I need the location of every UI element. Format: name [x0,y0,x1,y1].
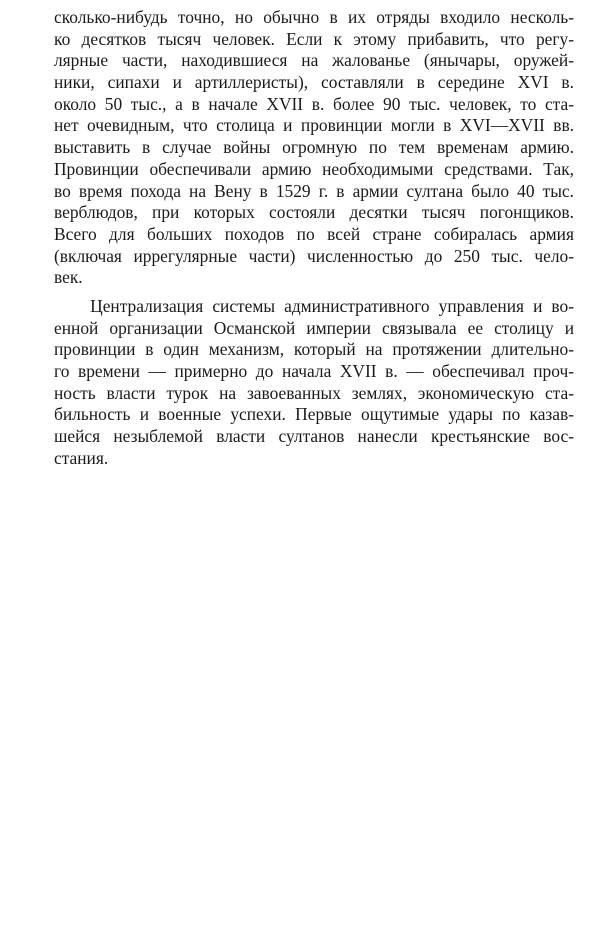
text-line: верблюдов, при которых состояли десятки тысяч погонщиков. [54,202,574,223]
text-line: лярные части, находившиеся на жалованье (янычары, оружей- [54,50,574,71]
paragraph [54,7,574,289]
text-line: (включая иррегулярные части) численностью до 250 тыс. чело- [54,245,574,266]
text-line: Всего для больших походов по всей стране собиралась армия [54,223,574,244]
text-line: век. [54,267,83,288]
text-line: енной организации Османской империи связывала ее столицу и [54,317,574,338]
text-line: около 50 тыс., а в начале XVII в. более 90 тыс. человек, то ста- [54,93,574,114]
text-line: ники, сипахи и артиллеристы), составляли в середине XVI в. [54,72,574,93]
text-line: бильность и военные успехи. Первые ощутимые удары по казав- [54,404,574,425]
text-line: ко десятков тысяч человек. Если к этому прибавить, что регу- [54,28,574,49]
text-line: Провинции обеспечивали армию необходимыми средствами. Так, [54,158,574,179]
text-line: провинции в один механизм, который на протяжении длительно- [54,339,574,360]
text-line: стания. [54,447,109,468]
text-line: го времени — примерно до начала XVII в. — обеспечивал проч- [54,361,574,381]
text-line: шейся незыблемой власти султанов нанесли крестьянские вос- [54,426,574,447]
page-text [54,7,574,469]
paragraph-gap [54,289,574,296]
text-line: во время похода на Вену в 1529 г. в армии султана было 40 тыс. [54,180,574,201]
paragraph [54,296,574,470]
text-line: ность власти турок на завоеванных землях, экономическую ста- [54,382,574,403]
text-line: сколько-нибудь точно, но обычно в их отряды входило несколь- [54,7,574,27]
text-line: выставить в случае войны огромную по тем временам армию. [54,137,574,158]
text-line: нет очевидным, что столица и провинции могли в XVI—XVII вв. [54,115,574,136]
text-line: Централизация системы административного управления и во- [54,295,574,316]
